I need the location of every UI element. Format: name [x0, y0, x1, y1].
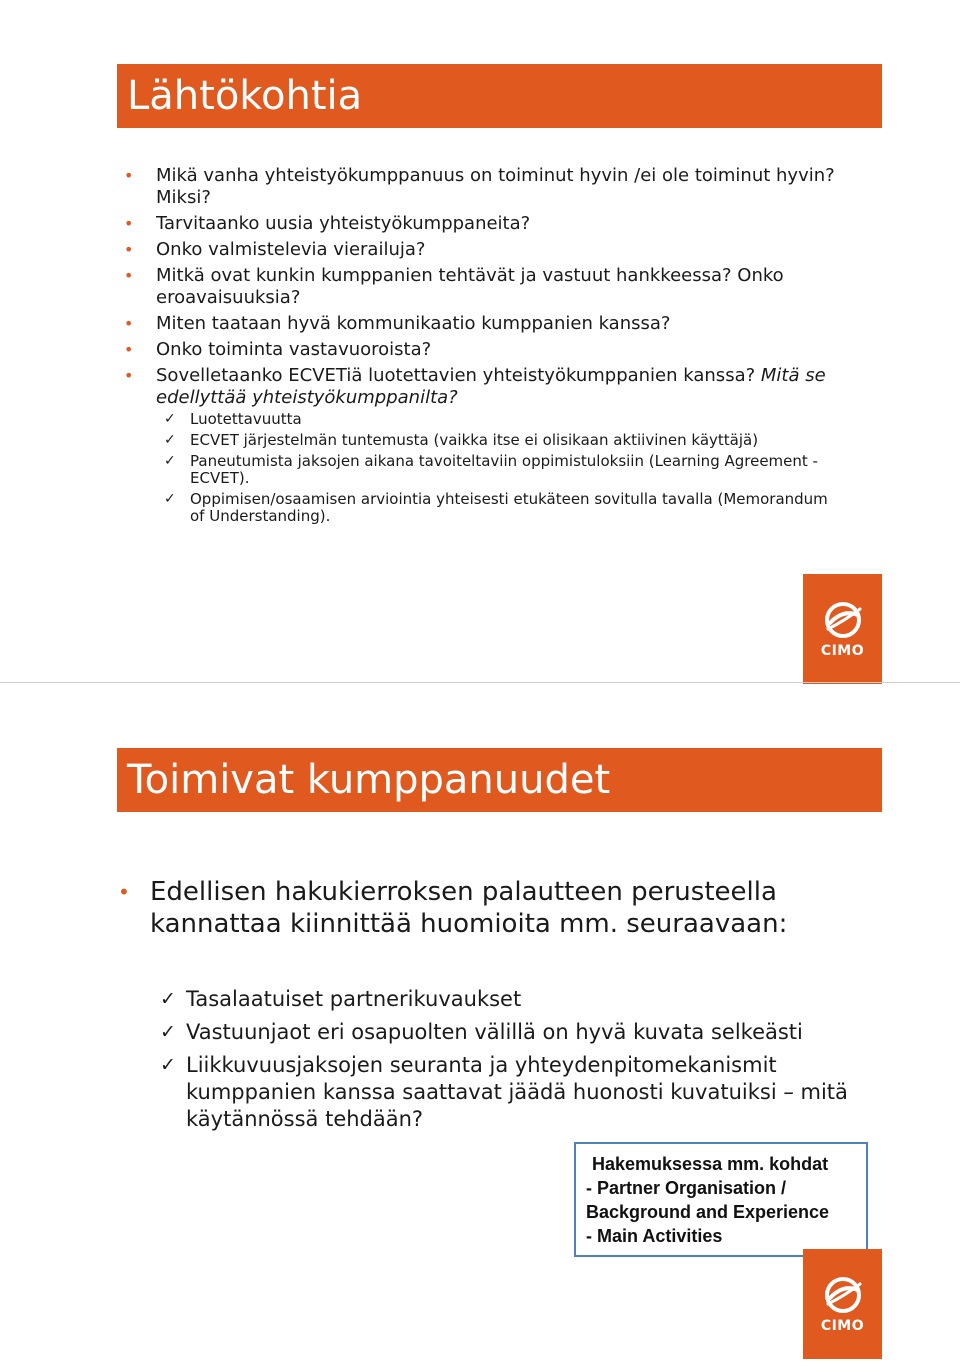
bullet-item: • Tarvitaanko uusia yhteistyökumppaneita? — [122, 213, 842, 235]
callout-title: Hakemuksessa mm. kohdat — [592, 1154, 829, 1174]
check-item: ✓ ECVET järjestelmän tuntemusta (vaikka itse ei olisikaan aktiivinen käyttäjä) — [156, 432, 842, 449]
cimo-logo — [803, 574, 882, 684]
bullet-list — [122, 165, 842, 529]
bullet-item — [122, 365, 842, 525]
logo-text: CIMO — [820, 643, 865, 659]
globe-logo-icon — [820, 1274, 866, 1316]
slide-2 — [0, 686, 960, 1367]
check-list — [156, 411, 842, 525]
globe-logo-icon — [820, 599, 866, 641]
check-item: ✓ Luotettavuutta — [156, 411, 842, 428]
bullet-italic-text: Mitä se edellyttää yhteistyökumppanilta? — [156, 365, 826, 408]
check-list — [160, 986, 850, 1139]
check-item: ✓ Tasalaatuiset partnerikuvaukset — [160, 986, 850, 1013]
check-item: ✓ Oppimisen/osaamisen arviointia yhteisesti etukäteen sovitulla tavalla (Memorandum of Understanding). — [156, 491, 842, 525]
callout-line: Background and Experience — [586, 1202, 830, 1222]
bullet-item: • Onko valmistelevia vierailuja? — [122, 239, 842, 261]
check-item: ✓ Paneutumista jaksojen aikana tavoiteltaviin oppimistuloksiin (Learning Agreement - ECVET). — [156, 453, 842, 487]
slide-title: Lähtökohtia — [117, 64, 882, 128]
bullet-item: • Miten taataan hyvä kommunikaatio kumppanien kanssa? — [122, 313, 842, 335]
callout-box — [574, 1142, 868, 1257]
cimo-logo — [803, 1249, 882, 1359]
bullet-item: • Mitkä ovat kunkin kumppanien tehtävät ja vastuut hankkeessa? Onko eroavaisuuksia? — [122, 265, 842, 309]
slide-title: Toimivat kumppanuudet — [117, 748, 882, 812]
callout-line: - Partner Organisation / — [586, 1178, 787, 1198]
bullet-text: Sovelletaanko ECVETiä luotettavien yhteistyökumppanien kanssa? — [156, 365, 756, 386]
bullet-item: • Onko toiminta vastavuoroista? — [122, 339, 842, 361]
callout-line: - Main Activities — [586, 1226, 723, 1246]
lead-bullet: • Edellisen hakukierroksen palautteen perusteella kannattaa kiinnittää huomioita mm. seuraavaan: — [118, 876, 870, 940]
check-item: ✓ Liikkuvuusjaksojen seuranta ja yhteydenpitomekanismit kumppanien kanssa saattavat jäädä huonosti kuvatuiksi – mitä käytännössä tehdään? — [160, 1052, 850, 1133]
logo-text: CIMO — [820, 1318, 865, 1334]
slide-1 — [0, 0, 960, 680]
check-item: ✓ Vastuunjaot eri osapuolten välillä on hyvä kuvata selkeästi — [160, 1019, 850, 1046]
slide-divider — [0, 682, 960, 683]
bullet-item: • Mikä vanha yhteistyökumppanuus on toiminut hyvin /ei ole toiminut hyvin? Miksi? — [122, 165, 842, 209]
